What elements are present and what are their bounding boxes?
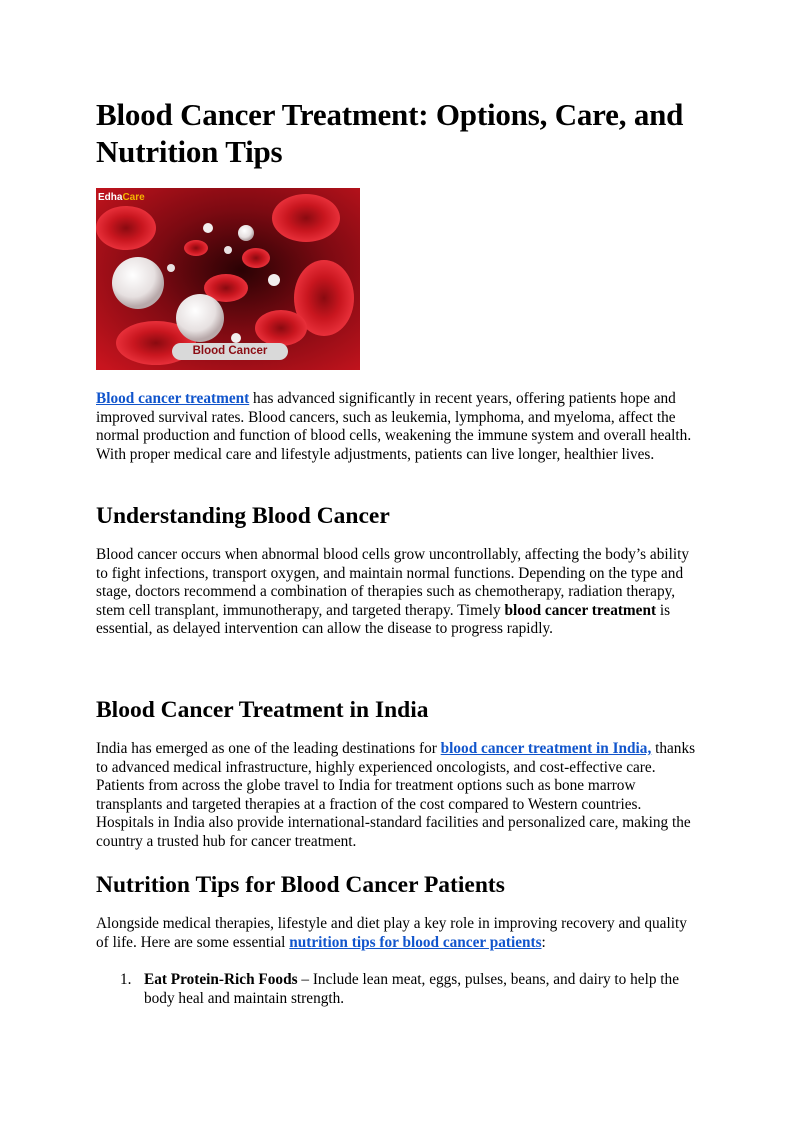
page-title: Blood Cancer Treatment: Options, Care, and Nutrition Tips — [96, 97, 684, 169]
nutrition-tips-link[interactable]: nutrition tips for blood cancer patients — [289, 933, 542, 951]
hero-caption-badge: Blood Cancer — [172, 343, 288, 360]
india-paragraph: India has emerged as one of the leading destinations for blood cancer treatment in India, thanks to advanced medical infrastructure, highly experienced oncologists, and cost-effective care. Patients from across the globe travel to India for treatment options such as bone marrow transplants and targeted therapies at a fraction of the cost compared to Western countries. Hospitals in India also provide international-standard facilities and personalized care, making the country a trusted hub for cancer treatment. — [96, 740, 696, 850]
hero-image — [96, 188, 360, 370]
section-heading-understanding: Understanding Blood Cancer — [96, 503, 390, 529]
brand-logo: EdhaCare — [98, 192, 145, 203]
understanding-paragraph: Blood cancer occurs when abnormal blood cells grow uncontrollably, affecting the body’s ability to fight infections, transport oxygen, and maintain normal functions. Depending on the type and stage, doctors recommend a combination of therapies such as chemotherapy, radiation therapy, stem cell transplant, immunotherapy, and targeted therapy. Timely blood cancer treatment is essential, as delayed intervention can allow the disease to progress rapidly. — [96, 546, 690, 638]
list-item — [96, 971, 702, 1008]
nutrition-list — [96, 971, 702, 1008]
list-item-text: – Include lean meat, eggs, pulses, beans, and dairy to help the body heal and maintain strength. — [144, 971, 679, 1007]
section-heading-india: Blood Cancer Treatment in India — [96, 697, 429, 723]
blood-cancer-treatment-link[interactable]: Blood cancer treatment — [96, 390, 250, 407]
list-item-number: 1. — [120, 971, 132, 988]
section-heading-nutrition: Nutrition Tips for Blood Cancer Patients — [96, 872, 505, 898]
treatment-in-india-link[interactable]: blood cancer treatment in India, — [440, 740, 652, 757]
nutrition-paragraph: Alongside medical therapies, lifestyle and diet play a key role in improving recovery and quality of life. Here are some essential nutrition tips for blood cancer patients: — [96, 915, 687, 951]
list-item-title: Eat Protein-Rich Foods — [144, 971, 298, 988]
intro-paragraph: Blood cancer treatment has advanced significantly in recent years, offering patients hope and improved survival rates. Blood cancers, such as leukemia, lymphoma, and myeloma, affect the normal production and function of blood cells, weakening the immune system and overall health. With proper medical care and lifestyle adjustments, patients can live longer, healthier lives. — [96, 390, 692, 463]
